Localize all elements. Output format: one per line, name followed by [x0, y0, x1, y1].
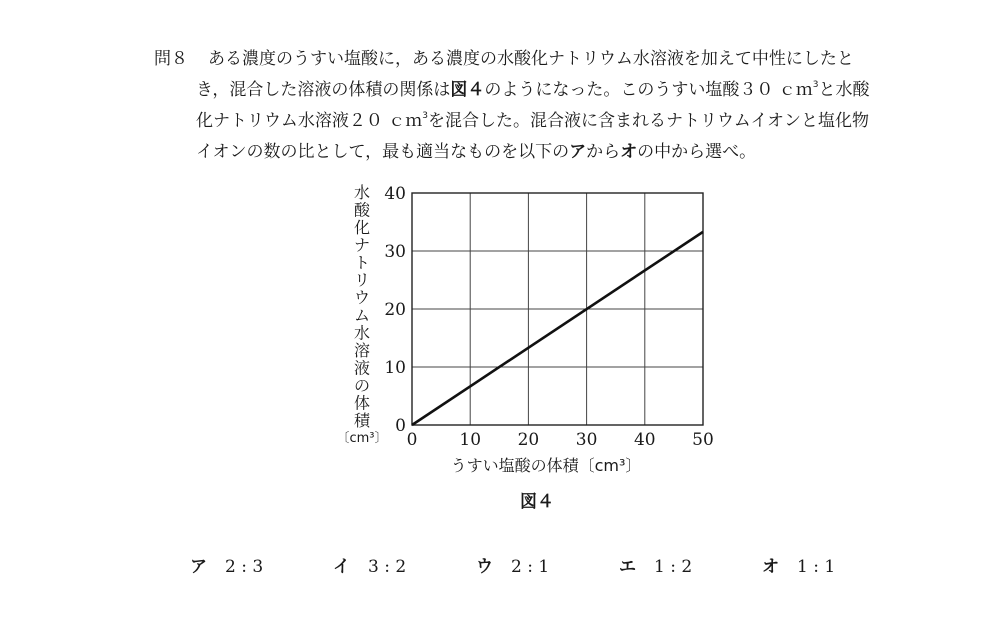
x-tick-label: 20: [517, 430, 540, 450]
series-line: [412, 232, 703, 425]
y-axis-label-char: ム: [353, 305, 371, 325]
x-axis-label: うすい塩酸の体積〔cm³〕: [450, 456, 642, 475]
y-axis-label-char: リ: [353, 270, 371, 290]
y-axis-label-char: 水: [353, 183, 371, 202]
figure-reference: 図４: [450, 80, 485, 100]
x-tick-label: 50: [692, 430, 714, 450]
question-line-1: ある濃度のうすい塩酸に，ある濃度の水酸化ナトリウム水溶液を加えて中性にしたと: [208, 49, 854, 69]
y-axis-label-char: 化: [353, 218, 371, 238]
choice-e[interactable]: エ 1 : 2: [619, 557, 693, 577]
y-tick-label: 20: [384, 300, 406, 320]
y-axis-label-char: 溶: [353, 340, 371, 360]
y-tick-label: 0: [395, 416, 406, 436]
y-tick-label: 40: [384, 184, 406, 204]
y-axis-label-char: 体: [353, 393, 371, 413]
question-line-4: イオンの数の比として，最も適当なものを以下のアからオの中から選べ。: [196, 142, 757, 162]
choice-u[interactable]: ウ 2 : 1: [476, 557, 550, 577]
answer-choices: [0, 552, 1000, 576]
question-line-3: 化ナトリウム水溶液２０ ｃｍ$^3$を混合した。混合液に含まれるナトリウムイオンと塩化物: [196, 111, 869, 131]
y-tick-label: 10: [384, 358, 406, 378]
y-axis-label-char: ナ: [353, 235, 371, 255]
question-line-2: き，混合した溶液の体積の関係は図４のようになった。このうすい塩酸３０ ｃｍ$^3$と水酸: [196, 80, 870, 100]
y-axis-label-char: 液: [353, 358, 371, 378]
y-axis-unit: 〔cm³〕: [336, 431, 388, 446]
choice-ref-start: ア: [569, 142, 587, 162]
y-axis-label-char: 酸: [353, 200, 371, 220]
choice-i[interactable]: イ 3 : 2: [333, 557, 407, 577]
x-tick-label: 30: [575, 430, 598, 450]
choice-a[interactable]: ア 2 : 3: [190, 557, 264, 577]
y-tick-label: 30: [384, 242, 406, 262]
choice-ref-end: オ: [620, 142, 638, 162]
y-axis-label-char: 積: [353, 411, 371, 430]
y-axis-label-char: 水: [353, 323, 371, 343]
choice-o[interactable]: オ 1 : 1: [762, 557, 836, 577]
y-axis-label-char: ウ: [353, 288, 371, 308]
x-tick-label: 40: [633, 430, 656, 450]
figure-caption: 図４: [520, 492, 554, 512]
question-number: 問８: [154, 49, 188, 69]
x-tick-label: 0: [406, 430, 418, 450]
y-axis-label-char: の: [353, 375, 371, 395]
x-tick-label: 10: [459, 430, 482, 450]
y-axis-label-char: ト: [353, 253, 371, 273]
